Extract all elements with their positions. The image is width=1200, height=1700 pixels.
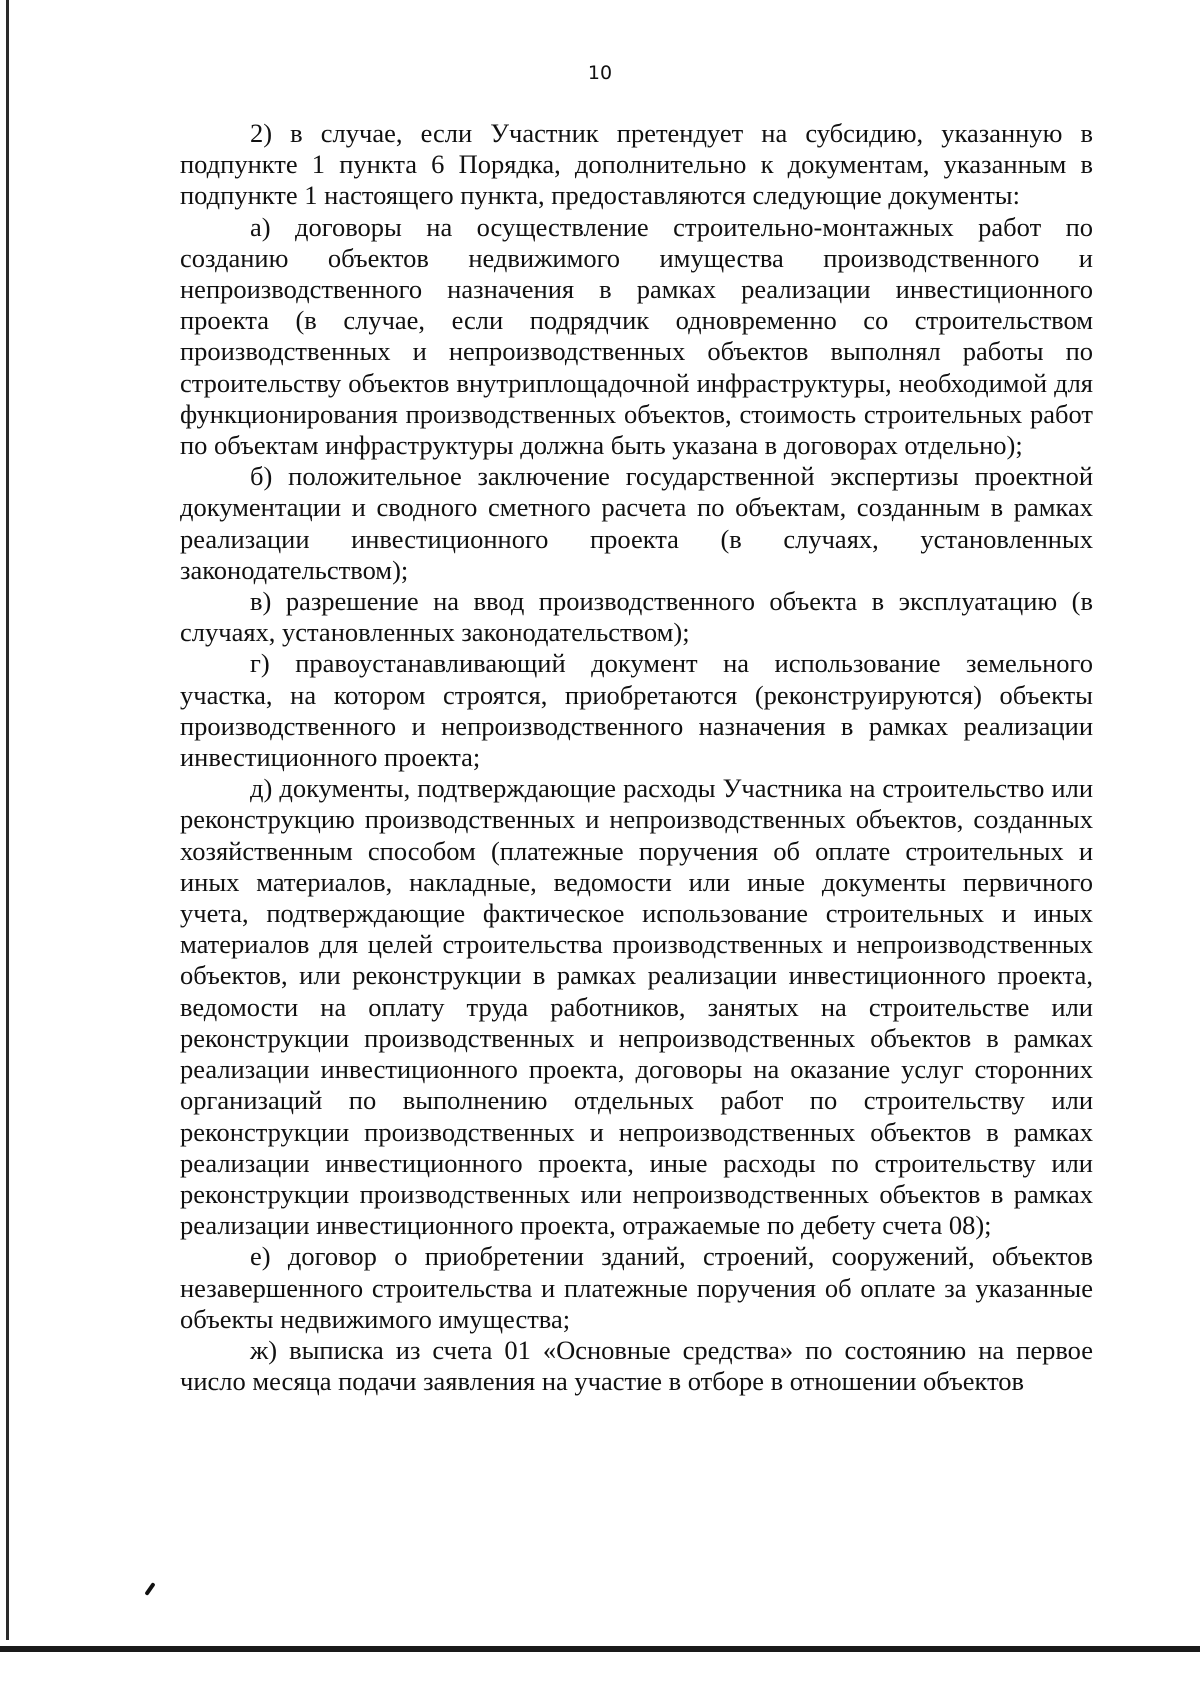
paragraph-zh: ж) выписка из счета 01 «Основные средства» по состоянию на первое число месяца подачи заявления на участие в отборе в отношении объектов bbox=[180, 1334, 1093, 1397]
paragraph-d: д) документы, подтверждающие расходы Участника на строительство или реконструкцию производственных и непроизводственных объектов, созданных хозяйственным способом (платежные поручения об оплате строительных и иных материалов, накладные, ведомости или иные документы первичного учета, подтверждающие фактическое использование строительных и иных материалов для целей строительства производственных и непроизводственных объектов, или реконструкции в рамках реализации инвестиционного проекта, ведомости на оплату труда работников, занятых на строительстве или реконструкции производственных и непроизводственных объектов в рамках реализации инвестиционного проекта, договоры на оказание услуг сторонних организаций по выполнению отдельных работ по строительству или реконструкции производственных и непроизводственных объектов в рамках реализации инвестиционного проекта, иные расходы по строительству или реконструкции производственных или непроизводственных объектов в рамках реализации инвестиционного проекта, отражаемые по дебету счета 08); bbox=[180, 773, 1093, 1241]
paragraph-e: е) договор о приобретении зданий, строений, сооружений, объектов незавершенного строительства и платежные поручения об оплате за указанные объекты недвижимого имущества; bbox=[180, 1241, 1093, 1334]
document-body bbox=[180, 118, 1093, 1397]
scan-bottom-margin bbox=[0, 1652, 1200, 1700]
paragraph-b: б) положительное заключение государственной экспертизы проектной документации и сводного сметного расчета по объектам, созданным в рамках реализации инвестиционного проекта (в случаях, установленных законодательством); bbox=[180, 461, 1093, 585]
pen-mark bbox=[144, 1582, 155, 1596]
page-number: 10 bbox=[587, 62, 613, 84]
paragraph-2: 2) в случае, если Участник претендует на субсидию, указанную в подпункте 1 пункта 6 Порядка, дополнительно к документам, указанным в подпункте 1 настоящего пункта, предоставляются следующие документы: bbox=[180, 118, 1093, 211]
paragraph-a: а) договоры на осуществление строительно-монтажных работ по созданию объектов недвижимого имущества производственного и непроизводственного назначения в рамках реализации инвестиционного проекта (в случае, если подрядчик одновременно со строительством производственных и непроизводственных объектов выполнял работы по строительству объектов внутриплощадочной инфраструктуры, необходимой для функционирования производственных объектов, стоимость строительных работ по объектам инфраструктуры должна быть указана в договорах отдельно); bbox=[180, 211, 1093, 461]
scan-left-edge bbox=[6, 0, 9, 1640]
paragraph-v: в) разрешение на ввод производственного объекта в эксплуатацию (в случаях, установленных законодательством); bbox=[180, 586, 1093, 648]
paragraph-g: г) правоустанавливающий документ на использование земельного участка, на котором строятся, приобретаются (реконструируются) объекты производственного и непроизводственного назначения в рамках реализации инвестиционного проекта; bbox=[180, 648, 1093, 773]
